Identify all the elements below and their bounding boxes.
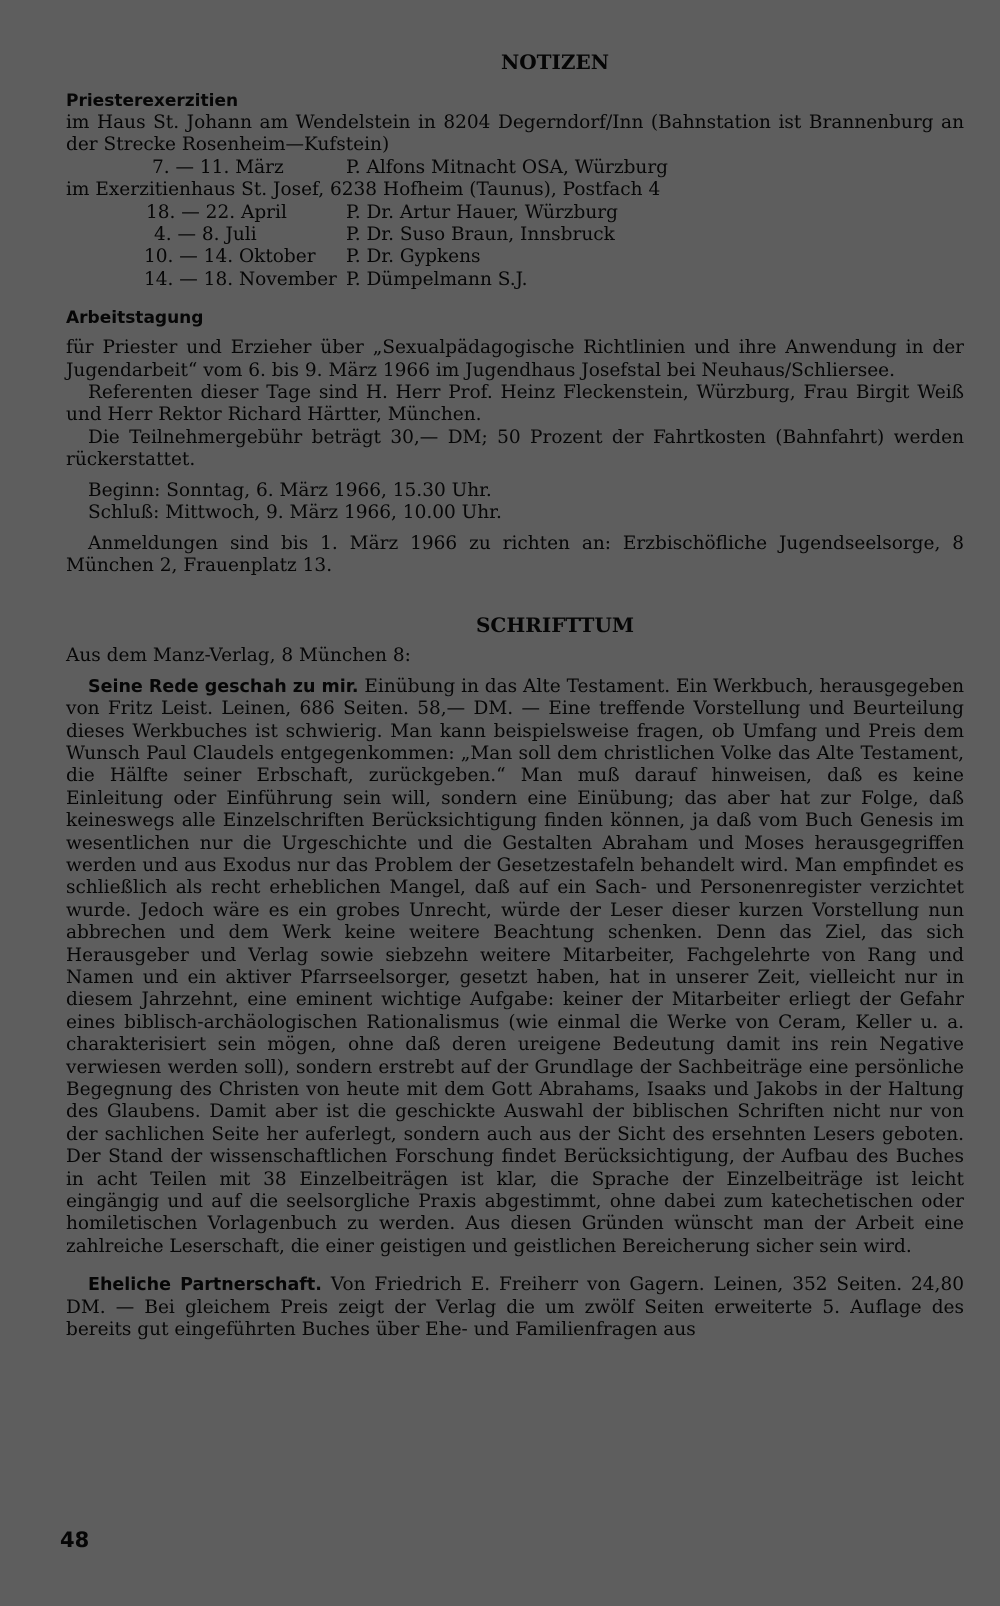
- schedule-date: 18. — 22. April: [146, 201, 287, 223]
- book-title: Eheliche Partnerschaft.: [88, 1275, 322, 1296]
- schedule-date: 7. — 11. März: [152, 156, 284, 178]
- literature-title: SCHRIFTTUM: [475, 613, 635, 638]
- conference-fee: Die Teilnehmergebühr beträgt 30,— DM; 50 Prozent der Fahrtkosten (Bahnfahrt) werden rückerstattet.: [66, 426, 964, 471]
- conference-heading: Arbeitstagung: [66, 308, 204, 329]
- review-text: Einübung in das Alte Testament. Ein Werkbuch, herausgegeben von Fritz Leist. Leinen, 686 Seiten. 58,— DM. — Eine treffende Vorstellung und Beurteilung dieses Werkbuches ist schwierig. Man kann beispielsweise fragen, ob Umfang und Preis dem Wunsch Paul Claudels entgegenkommen: „Man soll dem christlichen Volke das Alte Testament, die Hälfte seiner Erbschaft, zurückgeben.“ Man muß darauf hinweisen, daß es keine Einleitung oder Einführung sein will, sondern eine Einübung; das aber hat zur Folge, daß keineswegs alle Einzelschriften Berücksichtigung finden können, ja daß vom Buch Genesis im wesentlichen nur die Urgeschichte und die Gestalten Abraham und Moses herausgegriffen werden und aus Exodus nur das Problem der Gesetzestafeln behandelt wird. Man empfindet es schließlich als recht erheblichen Mangel, daß auf ein Sach- und Personenregister verzichtet wurde. Jedoch wäre es ein grobes Unrecht, würde der Leser dieser kurzen Vorstellung nun abbrechen und dem Werk keine weitere Beachtung schenken. Denn das Ziel, das sich Herausgeber und Verlag sowie siebzehn weitere Mitarbeiter, Fachgelehrte von Rang und Namen und ein aktiver Pfarrseelsorger, gesetzt haben, hat in unserer Zeit, vielleicht nur in diesem Jahrzehnt, eine eminent wichtige Aufgabe: keiner der Mitarbeiter erliegt der Gefahr eines biblisch-archäologischen Rationalismus (wie einmal die Werke von Ceram, Keller u. a. charakterisiert sein mögen, ohne daß deren ureigene Bedeutung damit ins rein Negative verwiesen werden soll), sondern erstrebt auf der Grundlage der Sachbeiträge eine persönliche Begegnung des Christen von heute mit dem Gott Abrahams, Isaaks und Jakobs in der Haltung des Glaubens. Damit aber ist die geschickte Auswahl der biblischen Schriften nicht nur von der sachlichen Seite her auferlegt, sondern auch aus der Sicht des ersehnten Lesers geboten. Der Stand der wissenschaftlichen Forschung findet Berücksichtigung, der Aufbau des Buches in acht Teilen mit 38 Einzelbeiträgen ist klar, die Sprache der Einzelbeiträge ist leicht eingängig und auf die seelsorgliche Praxis abgestimmt, ohne dabei zum katechetischen oder homiletischen Vorlagenbuch zu werden. Aus diesen Gründen wünscht man der Arbeit eine zahlreiche Leserschaft, die einer geistigen und geistlichen Bereicherung sicher sein wird.: [66, 675, 965, 1257]
- retreats-section: [66, 90, 964, 291]
- schedule-row: [66, 246, 964, 268]
- conference-speakers: Referenten dieser Tage sind H. Herr Prof. Heinz Fleckenstein, Würzburg, Frau Birgit Weiß und Herr Rektor Richard Härtter, München.: [66, 382, 964, 426]
- publisher-line: Aus dem Manz-Verlag, 8 München 8:: [66, 645, 411, 667]
- conference-section: [66, 307, 964, 577]
- schedule-date: 4. — 8. Juli: [154, 224, 257, 246]
- schedule-leader: P. Alfons Mitnacht OSA, Würzburg: [346, 156, 669, 178]
- schedule-row: [66, 224, 964, 246]
- schedule-leader: P. Dümpelmann S.J.: [346, 268, 528, 290]
- review-text: Von Friedrich E. Freiherr von Gagern. Leinen, 352 Seiten. 24,80 DM. — Bei gleichem Preis zeigt der Verlag die um zwölf Seiten erweiterte 5. Auflage des bereits gut eingeführten Buches über Ehe- und Familienfragen aus: [66, 1274, 964, 1341]
- retreat-location-1: im Haus St. Johann am Wendelstein in 8204 Degerndorf/Inn (Bahnstation ist Brannenburg an der Strecke Rosenheim—Kufstein): [66, 112, 964, 156]
- conference-intro: für Priester und Erzieher über „Sexualpädagogische Richtlinien und ihre Anwendung in der Jugendarbeit“ vom 6. bis 9. März 1966 im Jugendhaus Josefstal bei Neuhaus/Schliersee.: [66, 337, 964, 381]
- conference-end: Schluß: Mittwoch, 9. März 1966, 10.00 Uhr.: [88, 502, 502, 524]
- book-review: [66, 1274, 964, 1341]
- retreat-location-2: im Exerzitienhaus St. Josef, 6238 Hofheim (Taunus), Postfach 4: [66, 179, 661, 201]
- notes-title: NOTIZEN: [500, 50, 610, 74]
- conference-begin: Beginn: Sonntag, 6. März 1966, 15.30 Uhr.: [88, 479, 492, 501]
- retreats-heading: Priesterexerzitien: [66, 91, 239, 111]
- schedule-leader: P. Dr. Artur Hauer, Würzburg: [346, 201, 618, 223]
- conference-registration: Anmeldungen sind bis 1. März 1966 zu richten an: Erzbischöfliche Jugendseelsorge, 8 München 2, Frauenplatz 13.: [66, 532, 964, 576]
- schedule-leader: P. Dr. Gypkens: [346, 246, 481, 268]
- literature-section: [66, 613, 964, 1341]
- schedule-date: 14. — 18. November: [144, 268, 337, 290]
- schedule-leader: P. Dr. Suso Braun, Innsbruck: [346, 224, 615, 246]
- page-number: 48: [60, 1528, 90, 1552]
- book-review: [66, 676, 964, 1259]
- schedule-row: [66, 157, 964, 179]
- schedule-row: [66, 202, 964, 224]
- book-title: Seine Rede geschah zu mir.: [88, 676, 359, 697]
- schedule-row: [66, 269, 964, 291]
- schedule-date: 10. — 14. Oktober: [144, 246, 316, 268]
